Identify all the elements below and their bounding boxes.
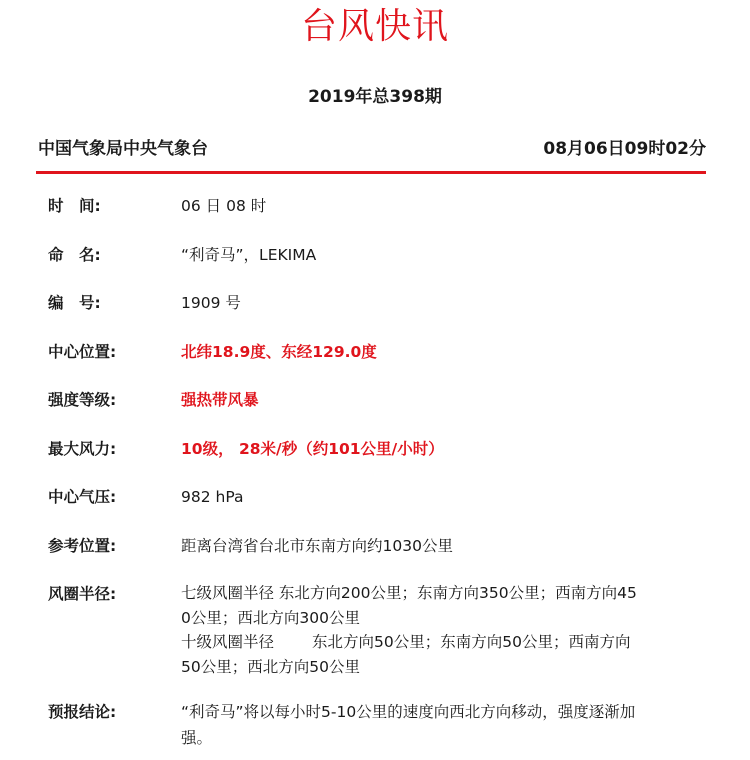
field-value-center-position: 北纬18.9度、东经129.0度 [181,342,377,361]
field-value-pressure: 982 hPa [181,488,244,506]
wind-radius-line [181,630,701,655]
field-value-time: 06 日 08 时 [181,197,267,215]
field-row-center-position [48,339,708,388]
field-label: 最大风力: [48,439,117,458]
field-value-intensity: 强热带风暴 [181,391,259,409]
field-label: 命 名: [48,245,101,264]
field-label: 中心气压: [48,488,117,506]
wind-radius-line: 0公里；西北方向300公里 [181,608,360,627]
field-value-reference-position: 距离台湾省台北市东南方向约1030公里 [181,536,453,555]
field-row-wind-radius [48,581,708,699]
field-value-number: 1909 号 [181,294,241,312]
field-value-forecast [181,699,701,751]
field-label: 风圈半径: [48,585,117,603]
wind-radius-level-label: 十级风圈半径 [181,633,275,651]
forecast-line: 强。 [181,729,213,747]
field-row-number [48,290,708,339]
bulletin-header [38,136,706,162]
field-row-name [48,242,708,291]
wind-radius-line: 七级风圈半径 东北方向200公里；东南方向350公里；西南方向45 [181,584,637,602]
header-divider [36,171,706,174]
issue-number: 2019年总398期 [308,87,442,107]
wind-radius-line: 50公里；西北方向50公里 [181,657,360,676]
field-label: 编 号: [48,294,101,312]
wind-radius-level-detail: 东北方向50公里；东南方向50公里；西南方向 [312,633,631,651]
field-row-time [48,193,708,242]
field-value-name: “利奇马”，LEKIMA [181,245,317,264]
field-row-forecast [48,699,708,749]
page-title: 台风快讯 [300,6,449,47]
field-row-max-wind [48,436,708,485]
field-value-wind-radius [181,581,701,679]
field-label: 时 间: [48,197,101,215]
issuing-organization: 中国气象局中央气象台 [38,139,208,159]
field-label: 预报结论: [48,703,117,721]
field-label: 参考位置: [48,536,117,555]
field-row-intensity [48,387,708,436]
field-value-max-wind: 10级， 28米/秒（约101公里/小时） [181,439,444,458]
issue-timestamp: 08月06日09时02分 [543,139,706,159]
field-label: 中心位置: [48,342,117,361]
field-label: 强度等级: [48,391,117,409]
forecast-line: “利奇马”将以每小时5-10公里的速度向西北方向移动，强度逐渐加 [181,703,636,721]
field-row-pressure [48,484,708,533]
field-row-reference-position [48,533,708,582]
bulletin-fields [48,193,708,749]
